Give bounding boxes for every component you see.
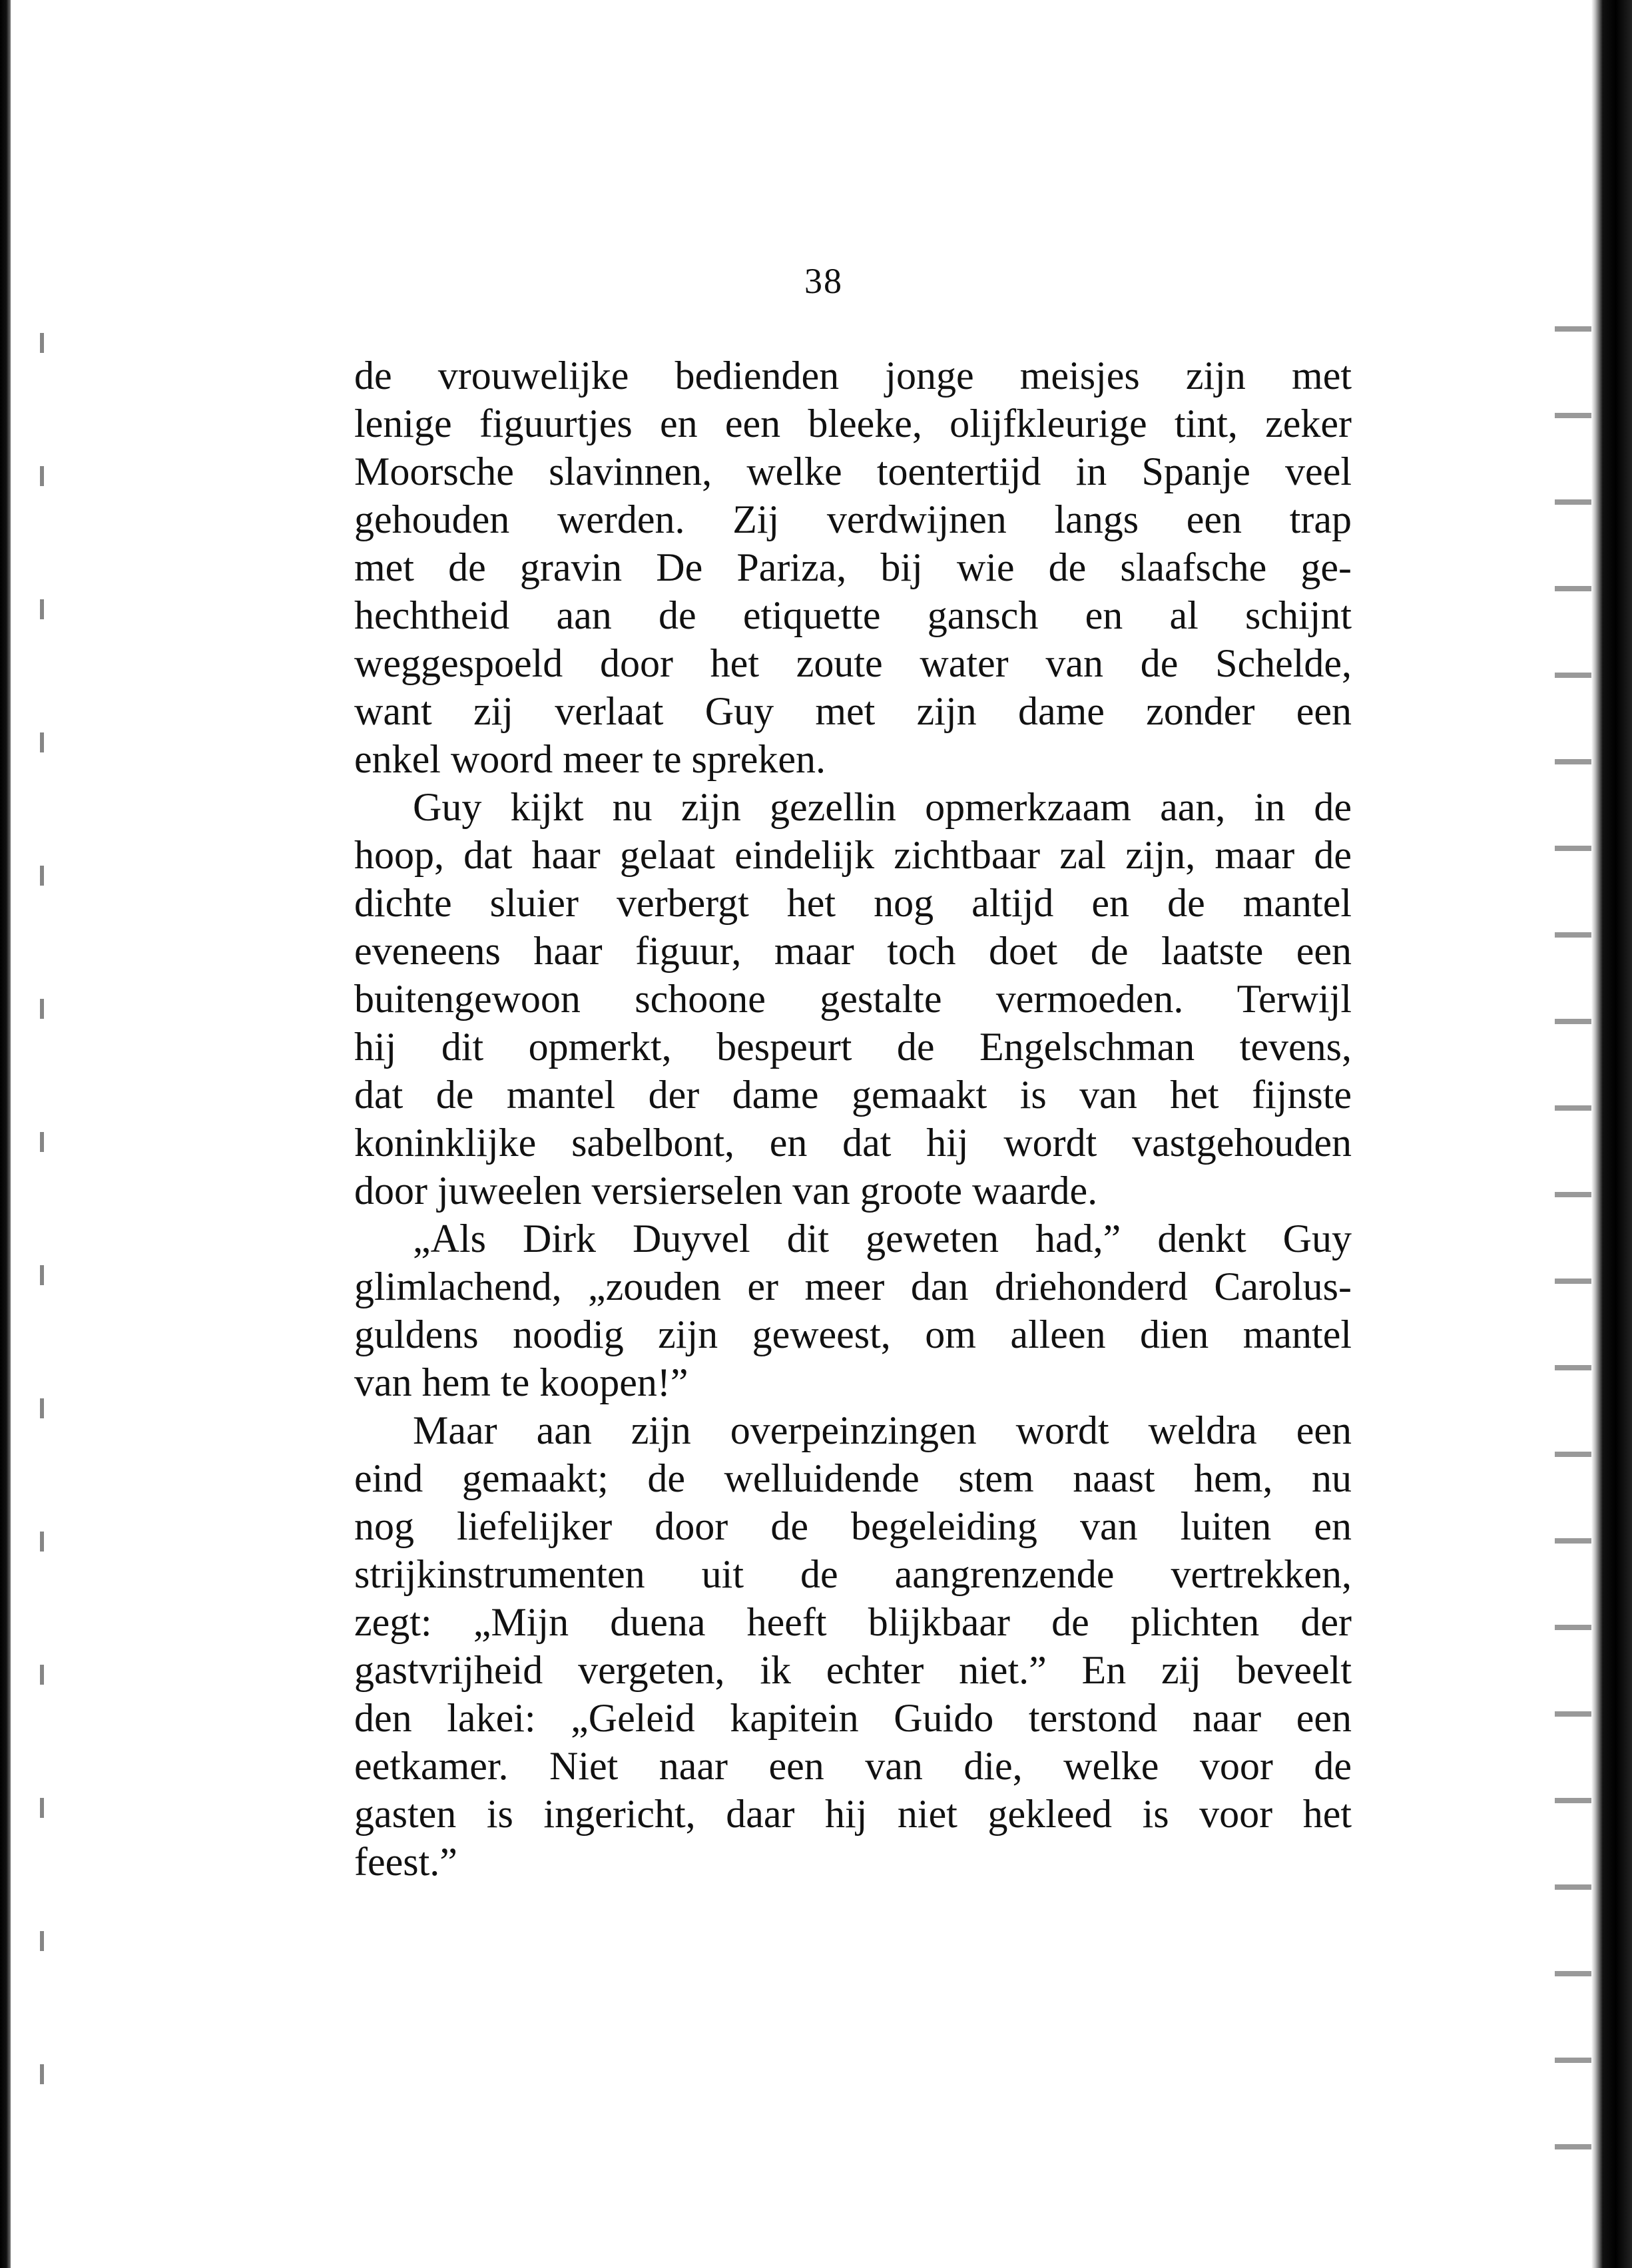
text-line: zegt: „Mijn duena heeft blijkbaar de plichten der bbox=[354, 1600, 1352, 1644]
text-line: gastvrijheid vergeten, ik echter niet.” En zij beveelt bbox=[354, 1648, 1352, 1692]
text-line: den lakei: „Geleid kapitein Guido terstond naar een bbox=[354, 1696, 1352, 1740]
text-line: Moorsche slavinnen, welke toentertijd in Spanje veel bbox=[354, 449, 1352, 493]
text-line: Guy kijkt nu zijn gezellin opmerkzaam aan, in de bbox=[413, 785, 1352, 829]
text-line: koninklijke sabelbont, en dat hij wordt vastgehouden bbox=[354, 1121, 1352, 1165]
body-text bbox=[354, 352, 1352, 1886]
text-line: hoop, dat haar gelaat eindelijk zichtbaar zal zijn, maar de bbox=[354, 833, 1352, 877]
scan-edge-speckle bbox=[1555, 300, 1595, 2231]
text-line: eveneens haar figuur, maar toch doet de laatste een bbox=[354, 929, 1352, 973]
text-line: dat de mantel der dame gemaakt is van het fijnste bbox=[354, 1073, 1352, 1117]
text-line: door juweelen versierselen van groote waarde. bbox=[354, 1169, 1098, 1213]
text-line: eetkamer. Niet naar een van die, welke voor de bbox=[354, 1744, 1352, 1788]
page-number: 38 bbox=[804, 261, 843, 301]
text-line: buitengewoon schoone gestalte vermoeden. Terwijl bbox=[354, 977, 1352, 1021]
text-line: hij dit opmerkt, bespeurt de Engelschman tevens, bbox=[354, 1025, 1352, 1069]
text-line: feest.” bbox=[354, 1840, 457, 1884]
scan-margin-marks bbox=[40, 333, 44, 2131]
text-line: dichte sluier verbergt het nog altijd en de mantel bbox=[354, 881, 1352, 925]
text-line: enkel woord meer te spreken. bbox=[354, 737, 826, 781]
text-line: want zij verlaat Guy met zijn dame zonder een bbox=[354, 689, 1352, 733]
text-line: „Als Dirk Duyvel dit geweten had,” denkt Guy bbox=[413, 1217, 1352, 1261]
text-line: hechtheid aan de etiquette gansch en al schijnt bbox=[354, 593, 1352, 637]
text-line: glimlachend, „zouden er meer dan driehonderd Carolus- bbox=[354, 1265, 1352, 1308]
text-line: met de gravin De Pariza, bij wie de slaafsche ge- bbox=[354, 545, 1352, 589]
text-line: guldens noodig zijn geweest, om alleen dien mantel bbox=[354, 1312, 1352, 1356]
text-line: nog liefelijker door de begeleiding van luiten en bbox=[354, 1504, 1352, 1548]
text-line: van hem te koopen!” bbox=[354, 1360, 688, 1404]
text-line: lenige figuurtjes en een bleeke, olijfkleurige tint, zeker bbox=[354, 402, 1352, 445]
text-line: strijkinstrumenten uit de aangrenzende vertrekken, bbox=[354, 1552, 1352, 1596]
text-line: de vrouwelijke bedienden jonge meisjes zijn met bbox=[354, 354, 1352, 398]
text-line: Maar aan zijn overpeinzingen wordt weldra een bbox=[413, 1408, 1352, 1452]
text-line: eind gemaakt; de welluidende stem naast hem, nu bbox=[354, 1456, 1352, 1500]
scan-page-edge-right bbox=[1591, 0, 1632, 2268]
text-line: gasten is ingericht, daar hij niet gekleed is voor het bbox=[354, 1792, 1352, 1836]
text-line: gehouden werden. Zij verdwijnen langs een trap bbox=[354, 497, 1352, 541]
scan-binding-edge-left bbox=[0, 0, 11, 2268]
text-line: weggespoeld door het zoute water van de Schelde, bbox=[354, 641, 1352, 685]
